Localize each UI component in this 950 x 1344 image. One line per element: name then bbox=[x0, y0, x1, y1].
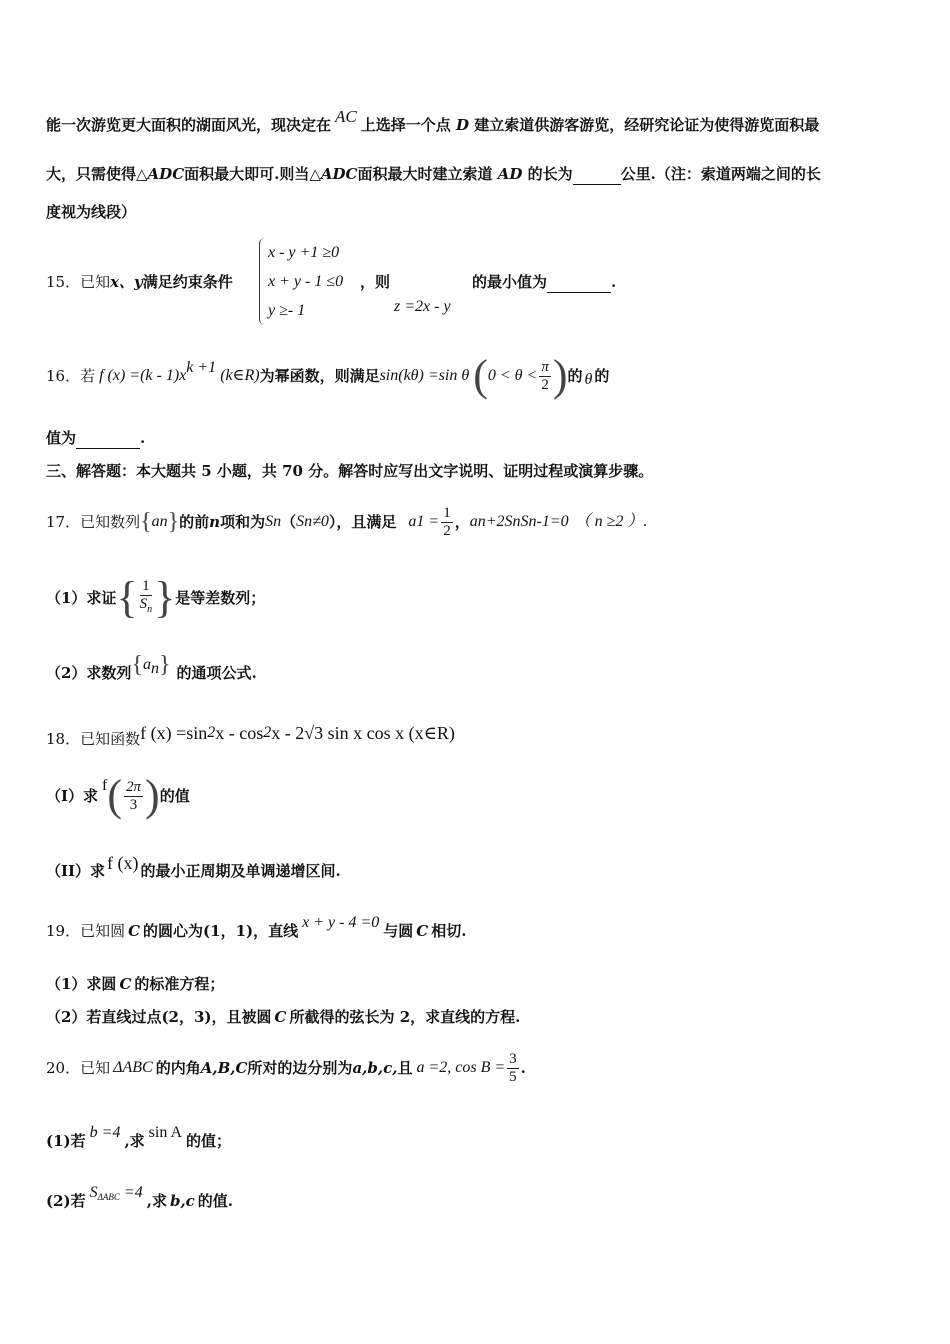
p17-q2: （2）求数列 { a $_n$ } 的通项公式. bbox=[46, 652, 257, 682]
section-3-heading: 三、解答题：本大题共 5 小题，共 70 分。解答时应写出文字说明、证明过程或演算步骤。 bbox=[46, 462, 654, 480]
right-paren: ) bbox=[552, 351, 568, 400]
p19-q2: （2）若直线过点(2，3)，且被圆 C 所截得的弦长为 2，求直线的方程. bbox=[46, 1008, 521, 1026]
left-paren: ( bbox=[473, 351, 488, 400]
p18-q2: （II）求 f (x) 的最小正周期及单调递增区间. bbox=[46, 853, 341, 880]
p15-objective: z =2x - y bbox=[394, 298, 451, 315]
p20-q2: (2)若 S $_{\Delta ABC}$ =4 ,求 b,c 的值. bbox=[46, 1184, 234, 1210]
p17-q1: （1）求证 { $\frac{1}{S_n}$ } 是等差数列； bbox=[46, 573, 266, 622]
p18-q1: （I）求 f ( $\frac{2\pi}{3}$ ) 的值 bbox=[46, 771, 190, 820]
p14-line1: 能一次游览更大面积的湖面风光，现决定在 AC 上选择一个点 D 建立索道供游客游览，经研究论证为使得游览面积最 bbox=[46, 107, 820, 134]
p16-line2: 值为 . bbox=[46, 429, 146, 447]
p14-line2: 大，只需使得△ADC面积最大即可.则当△ADC面积最大时建立索道 AD 的长为 公里.（注：索道两端之间的长 bbox=[46, 165, 821, 183]
one-over-Sn: $\frac{1}{S_n}$ bbox=[139, 578, 153, 615]
answer-blank bbox=[547, 272, 611, 293]
p19-stem: 19．已知圆 C 的圆心为(1，1)，直线 x + y - 4 =0 与圆 C 相切. bbox=[46, 914, 467, 940]
p18-stem: 18．已知函数 f (x) =sin 2 x - cos 2 x - 2√3 sin x cos x (x∈R) bbox=[46, 723, 455, 748]
p16-stem: 16．若 f (x) =(k - 1)x $^{k +1}$ (k∈R) 为幂函数，则满足 sin(kθ) =sin θ ( 0 < θ < $\frac{\pi}{2}$ ) 的 θ 的 bbox=[46, 351, 610, 400]
one-half: $\frac{1}{2}$ bbox=[443, 504, 451, 539]
p15-stem: 15．已知x、y满足约束条件 bbox=[46, 273, 233, 291]
p15-ask: 的最小值为 . bbox=[472, 273, 617, 291]
pi-over-2: $\frac{\pi}{2}$ bbox=[541, 358, 549, 393]
p15-then: ，则 bbox=[360, 273, 391, 291]
three-fifths: $\frac{3}{5}$ bbox=[509, 1050, 517, 1085]
answer-blank bbox=[76, 428, 140, 449]
two-pi-over-3: $\frac{2\pi}{3}$ bbox=[126, 778, 142, 813]
p17-stem: 17．已知数列 { a n } 的前 n 项和为 S n （ S n ≠0 ），且满足 a 1 = $\frac{1}{2}$ ， a n +2S n S n-1 =0 （ n ≥2 ）. bbox=[46, 504, 648, 539]
p20-stem: 20．已知 ΔABC 的内角 A,B,C 所对的边分别为 a,b,c, 且 a =2, cos B = $\frac{3}{5}$ . bbox=[46, 1050, 526, 1085]
p14-line3: 度视为线段） bbox=[46, 203, 137, 221]
p19-q1: （1）求圆 C 的标准方程； bbox=[46, 975, 225, 993]
p15-constraints: x - y +1 ≥0 x + y - 1 ≤0 y ≥- 1 bbox=[259, 238, 343, 325]
p20-q1: (1)若 b =4 ,求 sin A 的值； bbox=[46, 1124, 232, 1150]
answer-blank bbox=[573, 164, 621, 185]
arc-ac: AC bbox=[335, 107, 357, 126]
